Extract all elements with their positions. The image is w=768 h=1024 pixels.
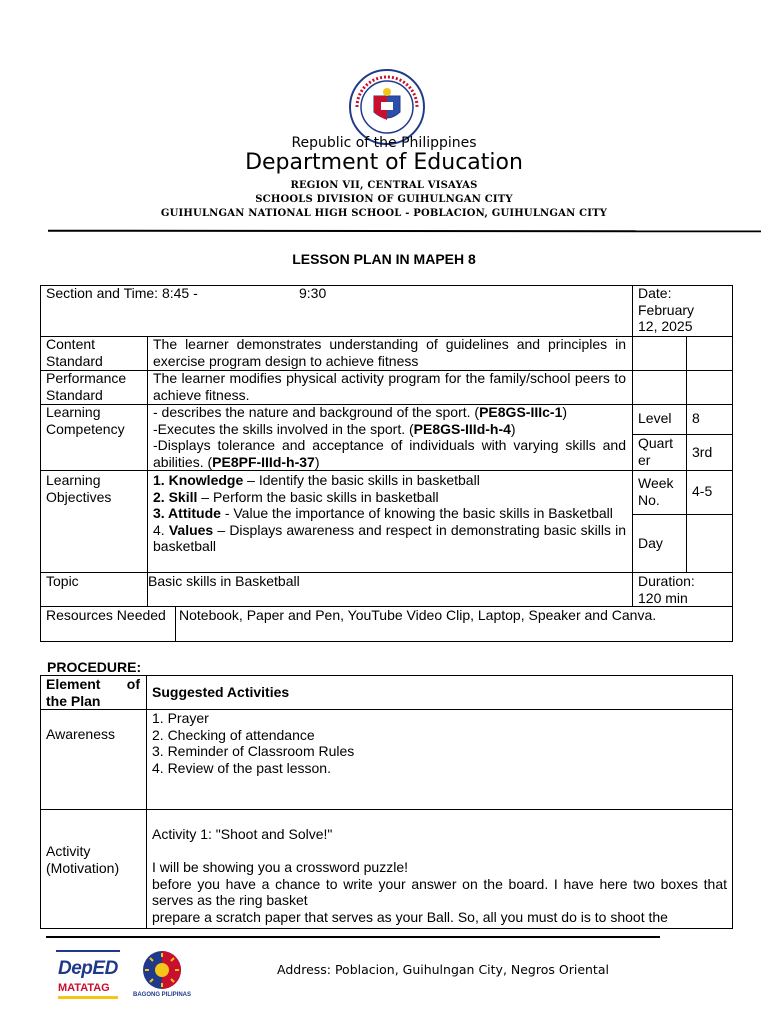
level-label: Level xyxy=(638,410,672,426)
bagong-pilipinas-logo xyxy=(132,946,192,1004)
objective-item: 1. Knowledge – Identify the basic skills in basketball xyxy=(153,472,480,488)
week-value: 4-5 xyxy=(692,483,713,499)
activity-description xyxy=(146,859,733,925)
school-line: GUIHULNGAN NATIONAL HIGH SCHOOL - POBLACION, GUIHULNGAN CITY xyxy=(160,208,608,219)
matatag-logo-text: MATATAG xyxy=(58,982,110,994)
content-standard-text: The learner demonstrates understanding of guidelines and principles in exercise program design to achieve fitness xyxy=(153,336,626,369)
logo-stripe xyxy=(56,950,120,952)
day-label: Day xyxy=(638,535,663,551)
procedure-col1-header: Element of the Plan xyxy=(46,676,140,709)
objective-item: 3. Attitude - Value the importance of knowing the basic skills in Basketball xyxy=(153,505,613,521)
awareness-label: Awareness xyxy=(46,726,116,742)
duration-value: 120 min xyxy=(638,589,688,606)
procedure-label: PROCEDURE: xyxy=(47,659,142,675)
competency-item: -Executes the skills involved in the sport. (PE8GS-IIId-h-4) xyxy=(153,420,516,437)
awareness-item: 2. Checking of attendance xyxy=(152,726,315,743)
awareness-item: 3. Reminder of Classroom Rules xyxy=(152,743,355,759)
date-cell xyxy=(632,285,733,335)
row-divider xyxy=(40,809,733,810)
bagong-pilipinas-text: BAGONG PILIPINAS xyxy=(132,992,191,998)
division-line: SCHOOLS DIVISION OF GUIHULNGAN CITY xyxy=(255,194,513,205)
activity-title: Activity 1: "Shoot and Solve!" xyxy=(152,826,333,842)
row-divider xyxy=(40,470,733,471)
header-divider xyxy=(48,230,761,233)
competency-item: - describes the nature and background of the sport. (PE8GS-IIIc-1) xyxy=(153,404,568,420)
level-value: 8 xyxy=(692,410,700,426)
row-divider xyxy=(40,709,733,710)
resources-label: Resources Needed xyxy=(46,607,166,623)
competency-item: -Displays tolerance and acceptance of individuals with varying skills and abilities. (PE8PF-IIId-h-37) xyxy=(153,437,626,470)
duration-cell xyxy=(632,573,733,606)
topic-text: Basic skills in Basketball xyxy=(148,573,300,589)
objective-item: 4. Values – Displays awareness and respect in demonstrating basic skills in basketball xyxy=(153,521,626,554)
competency-list xyxy=(147,404,632,470)
region-line: REGION VII, CENTRAL VISAYAS xyxy=(290,180,478,191)
performance-standard-text: The learner modifies physical activity program for the family/school peers to achieve fitness. xyxy=(153,370,626,403)
activity-text: before you have a chance to write your answer on the board. I have here two boxes that serves as the ring basket xyxy=(152,875,727,908)
duration-label: Duration: xyxy=(638,573,695,589)
performance-standard-label: Performance Standard xyxy=(46,370,127,403)
date-label: Date: xyxy=(638,285,672,301)
section-time-label: Section and Time: 8:45 - xyxy=(46,285,198,301)
activity-text: prepare a scratch paper that serves as your Ball. So, all you must do is to shoot the xyxy=(152,908,668,925)
deped-matatag-logo xyxy=(56,950,120,1002)
objectives-list xyxy=(147,472,632,555)
awareness-list xyxy=(146,710,360,776)
republic-line: Republic of the Philippines xyxy=(291,135,477,151)
resources-text: Notebook, Paper and Pen, YouTube Video Clip, Laptop, Speaker and Canva. xyxy=(179,607,657,623)
competency-label: Learning Competency xyxy=(46,404,125,437)
quarter-label: Quarter xyxy=(638,435,674,468)
lesson-plan-title: LESSON PLAN IN MAPEH 8 xyxy=(292,251,476,267)
topic-label: Topic xyxy=(46,573,79,589)
deped-logo-text: DepED xyxy=(58,958,118,979)
row-divider xyxy=(632,514,733,515)
objective-item: 2. Skill – Perform the basic skills in basketball xyxy=(153,488,439,505)
week-label: Week No. xyxy=(638,475,674,508)
footer-divider xyxy=(46,936,660,938)
bagong-pilipinas-icon xyxy=(132,946,192,992)
quarter-value: 3rd xyxy=(692,444,713,460)
awareness-item: 4. Review of the past lesson. xyxy=(152,759,331,776)
section-time-end: 9:30 xyxy=(299,285,327,301)
department-name: Department of Education xyxy=(245,150,523,175)
awareness-item: 1. Prayer xyxy=(152,710,209,726)
logo-underline xyxy=(58,996,118,999)
objectives-label: Learning Objectives xyxy=(46,472,112,505)
content-standard-label: Content Standard xyxy=(46,336,103,369)
procedure-col2-header: Suggested Activities xyxy=(152,684,290,700)
activity-text: I will be showing you a crossword puzzle! xyxy=(152,859,409,875)
date-line1: February xyxy=(638,301,695,318)
date-line2: 12, 2025 xyxy=(638,318,693,334)
footer-address: Address: Poblacion, Guihulngan City, Negros Oriental xyxy=(277,962,609,977)
activity-label: Activity (Motivation) xyxy=(46,843,120,876)
